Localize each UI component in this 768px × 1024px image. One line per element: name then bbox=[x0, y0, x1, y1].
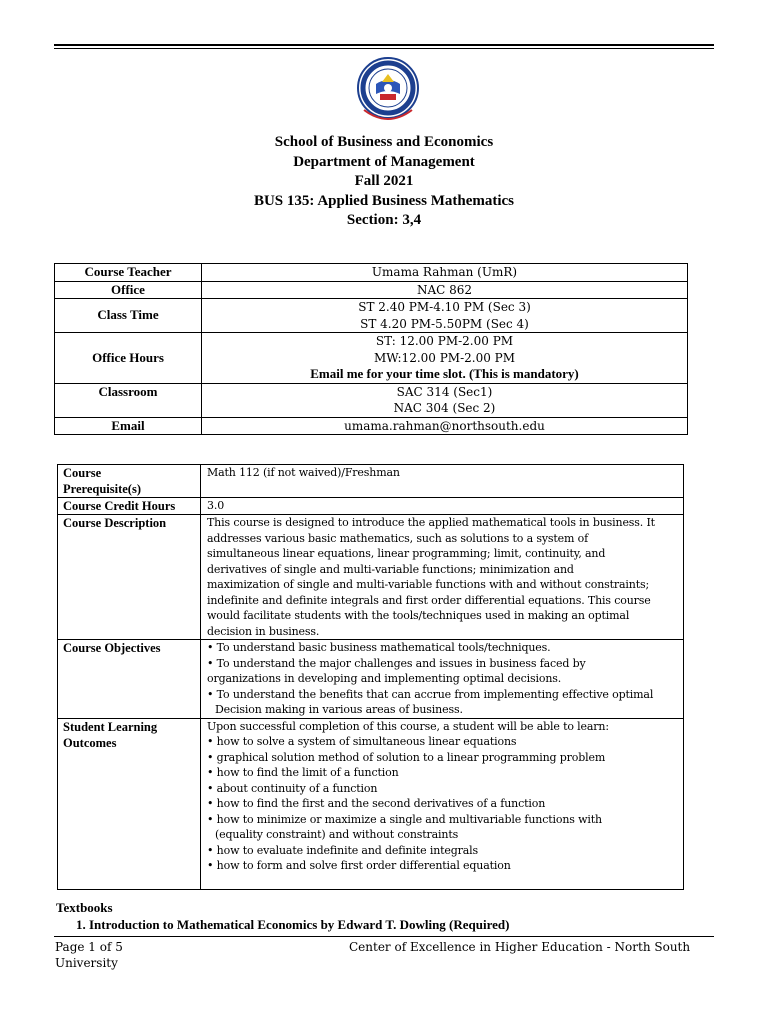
credit-hours-label: Course Credit Hours bbox=[58, 498, 201, 515]
objectives-value bbox=[201, 640, 684, 719]
teacher-label: Course Teacher bbox=[55, 264, 202, 282]
slo-line: • how to solve a system of simultaneous linear equations bbox=[207, 735, 517, 748]
email-value[interactable]: umama.rahman@northsouth.edu bbox=[202, 417, 688, 435]
description-line: derivatives of single and multi-variable functions; minimization and bbox=[207, 562, 574, 576]
office-hours-value bbox=[202, 333, 688, 384]
teacher-value: Umama Rahman (UmR) bbox=[202, 264, 688, 282]
slo-value bbox=[201, 718, 684, 889]
prereq-label: Course Prerequisite(s) bbox=[58, 465, 201, 498]
page-number: Page 1 of 5 bbox=[55, 940, 123, 954]
footer-center-text: Center of Excellence in Higher Education - North South bbox=[349, 940, 691, 954]
description-label: Course Description bbox=[58, 515, 201, 640]
section: Section: 3,4 bbox=[346, 212, 422, 228]
slo-line: • how to minimize or maximize a single and multivariable functions with bbox=[207, 812, 602, 826]
credit-hours-value: 3.0 bbox=[201, 498, 684, 515]
slo-line: Upon successful completion of this course, a student will be able to learn: bbox=[207, 719, 609, 733]
objective-line: • To understand the benefits that can accrue from implementing effective optimal bbox=[207, 687, 654, 701]
slo-label: Student Learning Outcomes bbox=[58, 718, 201, 889]
description-line: indefinite and definite integrals and first order differential equations. This course bbox=[207, 593, 651, 607]
slo-line: • about continuity of a function bbox=[207, 781, 378, 795]
course-details-table bbox=[57, 464, 684, 890]
term: Fall 2021 bbox=[354, 173, 414, 189]
department-name: Department of Management bbox=[293, 153, 475, 170]
office-hours-mw: MW:12.00 PM-2.00 PM bbox=[373, 350, 516, 365]
objective-line: Decision making in various areas of business. bbox=[215, 703, 463, 716]
document-heading bbox=[0, 133, 768, 231]
description-line: maximization of single and multi-variable functions with and without constraints; bbox=[207, 578, 650, 591]
university-logo bbox=[356, 54, 420, 126]
description-line: would facilitate students with the tools/techniques used in making an optimal bbox=[207, 609, 630, 622]
description-line: This course is designed to introduce the applied mathematical tools in business. It bbox=[207, 516, 655, 529]
textbook-item: 1. Introduction to Mathematical Economics by Edward T. Dowling (Required) bbox=[76, 917, 510, 932]
classroom-sec2: NAC 304 (Sec 2) bbox=[393, 401, 496, 415]
slo-line: • how to evaluate indefinite and definite integrals bbox=[207, 843, 479, 857]
objective-line: • To understand the major challenges and issues in business faced by bbox=[207, 656, 586, 670]
objective-line: • To understand basic business mathematical tools/techniques. bbox=[207, 641, 551, 654]
office-hours-note: Email me for your time slot. (This is mandatory) bbox=[310, 366, 579, 381]
objective-line: organizations in developing and implementing optimal decisions. bbox=[207, 672, 562, 685]
objectives-label: Course Objectives bbox=[58, 640, 201, 719]
slo-line: • how to form and solve first order differential equation bbox=[207, 859, 511, 872]
textbooks-heading: Textbooks bbox=[56, 900, 113, 915]
office-label: Office bbox=[55, 281, 202, 299]
classroom-value bbox=[202, 383, 688, 417]
office-hours-label: Office Hours bbox=[55, 333, 202, 384]
class-time-sec3: ST 2.40 PM-4.10 PM (Sec 3) bbox=[358, 300, 531, 314]
footer-center-text-wrap: University bbox=[55, 956, 118, 970]
classroom-sec1: SAC 314 (Sec1) bbox=[396, 384, 493, 399]
slo-line: (equality constraint) and without constraints bbox=[215, 828, 459, 841]
description-line: simultaneous linear equations, linear programming; limit, continuity, and bbox=[207, 547, 606, 560]
description-line: decision in business. bbox=[207, 624, 320, 638]
slo-line: • how to find the first and the second derivatives of a function bbox=[207, 797, 546, 810]
office-hours-st: ST: 12.00 PM-2.00 PM bbox=[375, 334, 514, 348]
footer-rule bbox=[54, 936, 714, 937]
classroom-label: Classroom bbox=[55, 383, 202, 417]
slo-line: • graphical solution method of solution to a linear programming problem bbox=[207, 750, 606, 764]
description-value bbox=[201, 515, 684, 640]
class-time-sec4: ST 4.20 PM-5.50PM (Sec 4) bbox=[360, 316, 529, 331]
school-name: School of Business and Economics bbox=[274, 134, 494, 150]
email-label: Email bbox=[55, 417, 202, 435]
top-rule bbox=[54, 44, 714, 46]
class-time-label: Class Time bbox=[55, 299, 202, 333]
course-title: BUS 135: Applied Business Mathematics bbox=[253, 192, 515, 209]
office-value: NAC 862 bbox=[202, 281, 688, 299]
prereq-value: Math 112 (if not waived)/Freshman bbox=[201, 465, 684, 498]
slo-line: • how to find the limit of a function bbox=[207, 766, 399, 779]
class-time-value bbox=[202, 299, 688, 333]
description-line: addresses various basic mathematics, such as solutions to a system of bbox=[207, 531, 589, 545]
top-rule-thin bbox=[54, 48, 714, 49]
course-info-table bbox=[54, 263, 688, 435]
